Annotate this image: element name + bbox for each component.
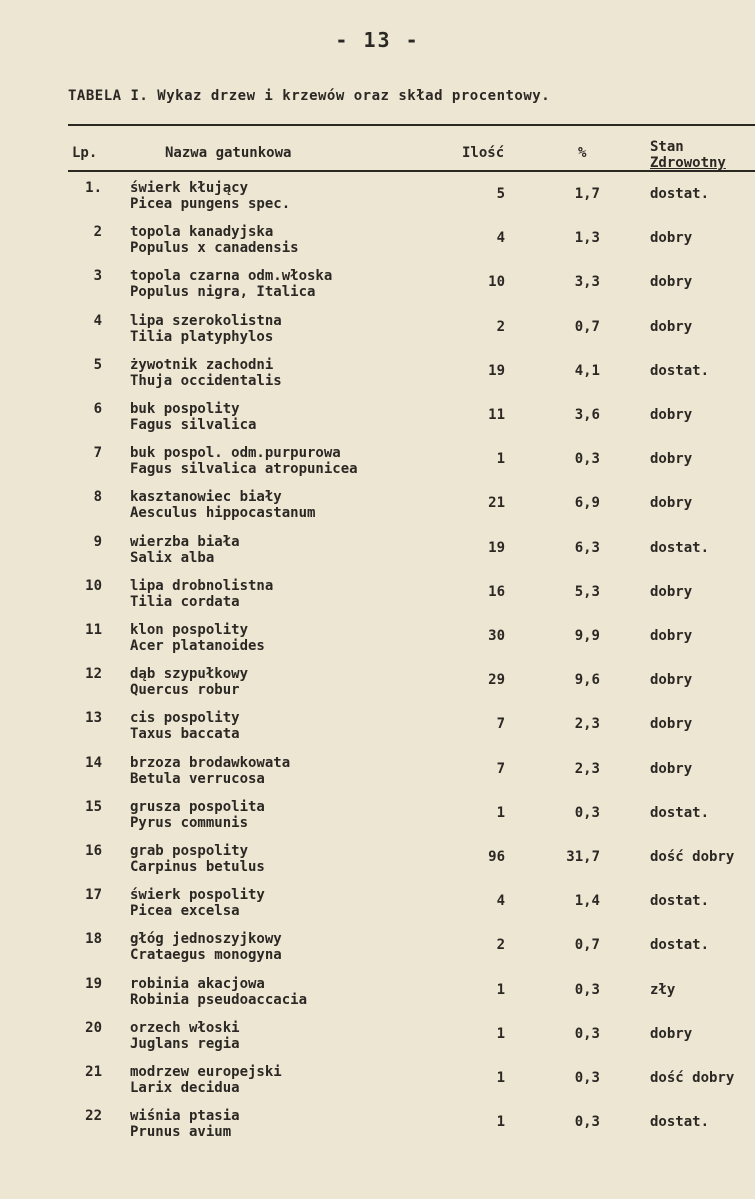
row-number: 4 bbox=[93, 312, 102, 329]
quantity: 21 bbox=[488, 495, 505, 512]
species-latin-name: Tilia platyphylos bbox=[130, 328, 274, 345]
row-number: 8 bbox=[93, 489, 102, 506]
health-status: zły bbox=[650, 981, 676, 998]
species-name bbox=[130, 357, 282, 389]
quantity: 2 bbox=[496, 937, 505, 954]
top-rule bbox=[68, 124, 755, 126]
species-polish-name: topola czarna odm.włoska bbox=[130, 268, 333, 285]
quantity: 19 bbox=[488, 539, 505, 556]
species-polish-name: żywotnik zachodni bbox=[130, 356, 274, 373]
percentage: 0,3 bbox=[574, 1025, 600, 1042]
species-polish-name: wierzba biała bbox=[130, 533, 240, 550]
row-number: 14 bbox=[85, 754, 102, 771]
species-latin-name: Salix alba bbox=[130, 549, 215, 566]
table-row bbox=[0, 578, 755, 622]
percentage: 1,7 bbox=[574, 186, 600, 202]
health-status: dobry bbox=[650, 628, 693, 644]
species-latin-name: Picea pungens spec. bbox=[130, 196, 291, 212]
species-polish-name: buk pospol. odm.purpurowa bbox=[130, 445, 341, 462]
table-row bbox=[0, 843, 755, 887]
percentage: 0,3 bbox=[574, 1070, 600, 1086]
table-row bbox=[0, 1020, 755, 1064]
quantity: 30 bbox=[488, 628, 505, 644]
species-latin-name: Fagus silvalica bbox=[130, 417, 257, 433]
percentage: 6,3 bbox=[574, 539, 600, 556]
species-latin-name: Acer platanoides bbox=[130, 638, 265, 654]
quantity: 96 bbox=[488, 849, 505, 865]
quantity: 1 bbox=[496, 981, 505, 998]
health-status: dostat. bbox=[650, 362, 710, 379]
species-polish-name: topola kanadyjska bbox=[130, 224, 274, 241]
quantity: 7 bbox=[496, 716, 505, 733]
row-number: 10 bbox=[85, 577, 102, 594]
species-name bbox=[130, 622, 265, 654]
species-polish-name: buk pospolity bbox=[130, 401, 240, 417]
row-number: 1. bbox=[85, 180, 102, 196]
health-status: dość dobry bbox=[650, 849, 735, 865]
table-row bbox=[0, 224, 755, 268]
quantity: 1 bbox=[496, 451, 505, 468]
health-status: dobry bbox=[650, 716, 693, 733]
species-name bbox=[130, 1064, 282, 1096]
table-row bbox=[0, 622, 755, 666]
row-number: 9 bbox=[93, 533, 102, 550]
table-row bbox=[0, 268, 755, 312]
table-caption: TABELA I. Wykaz drzew i krzewów oraz skład procentowy. bbox=[68, 88, 551, 104]
species-name bbox=[130, 224, 299, 256]
species-name bbox=[130, 489, 315, 521]
species-latin-name: Juglans regia bbox=[130, 1035, 240, 1052]
species-name bbox=[130, 799, 265, 831]
header-name: Nazwa gatunkowa bbox=[165, 145, 292, 161]
percentage: 3,3 bbox=[574, 274, 600, 291]
quantity: 1 bbox=[496, 804, 505, 821]
quantity: 10 bbox=[488, 274, 505, 291]
species-name bbox=[130, 180, 290, 212]
health-status: dostat. bbox=[650, 539, 710, 556]
health-status: dobry bbox=[650, 274, 693, 291]
row-number: 22 bbox=[85, 1108, 102, 1125]
header-pct: % bbox=[578, 145, 587, 161]
species-name bbox=[130, 268, 332, 300]
species-polish-name: klon pospolity bbox=[130, 622, 249, 638]
species-polish-name: kasztanowiec biały bbox=[130, 489, 282, 506]
species-latin-name: Populus nigra, Italica bbox=[130, 284, 316, 301]
species-polish-name: lipa szerokolistna bbox=[130, 312, 282, 329]
quantity: 1 bbox=[496, 1025, 505, 1042]
table-row bbox=[0, 887, 755, 931]
health-status: dość dobry bbox=[650, 1070, 735, 1086]
header-health-line1: Stan bbox=[650, 139, 684, 155]
species-polish-name: dąb szypułkowy bbox=[130, 666, 249, 683]
species-polish-name: lipa drobnolistna bbox=[130, 577, 274, 594]
species-latin-name: Taxus baccata bbox=[130, 726, 240, 743]
species-latin-name: Aesculus hippocastanum bbox=[130, 505, 316, 522]
species-latin-name: Tilia cordata bbox=[130, 593, 240, 610]
row-number: 3 bbox=[93, 268, 102, 285]
species-name bbox=[130, 843, 265, 875]
health-status: dostat. bbox=[650, 893, 710, 910]
species-polish-name: robinia akacjowa bbox=[130, 975, 265, 992]
quantity: 1 bbox=[496, 1070, 505, 1086]
row-number: 15 bbox=[85, 798, 102, 815]
health-status: dostat. bbox=[650, 186, 710, 202]
species-latin-name: Robinia pseudoaccacia bbox=[130, 991, 308, 1008]
species-latin-name: Picea excelsa bbox=[130, 903, 240, 920]
table-row bbox=[0, 976, 755, 1020]
row-number: 20 bbox=[85, 1019, 102, 1036]
table-row bbox=[0, 1108, 755, 1152]
percentage: 0,3 bbox=[574, 451, 600, 468]
row-number: 17 bbox=[85, 887, 102, 904]
table-row bbox=[0, 445, 755, 489]
species-name bbox=[130, 401, 256, 433]
species-name bbox=[130, 1020, 240, 1052]
header-health-line2: Zdrowotny bbox=[650, 155, 726, 171]
percentage: 0,3 bbox=[574, 1114, 600, 1131]
species-polish-name: orzech włoski bbox=[130, 1019, 240, 1036]
species-name bbox=[130, 976, 307, 1008]
health-status: dostat. bbox=[650, 1114, 710, 1131]
species-latin-name: Betula verrucosa bbox=[130, 770, 265, 787]
table-row bbox=[0, 313, 755, 357]
species-name bbox=[130, 755, 290, 787]
quantity: 19 bbox=[488, 362, 505, 379]
percentage: 0,7 bbox=[574, 937, 600, 954]
table-row bbox=[0, 180, 755, 224]
row-number: 2 bbox=[93, 224, 102, 241]
header-rule bbox=[68, 170, 755, 172]
quantity: 7 bbox=[496, 760, 505, 777]
percentage: 0,7 bbox=[574, 318, 600, 335]
percentage: 31,7 bbox=[566, 849, 600, 865]
species-polish-name: modrzew europejski bbox=[130, 1064, 282, 1080]
species-latin-name: Prunus avium bbox=[130, 1124, 232, 1141]
health-status: dobry bbox=[650, 1025, 693, 1042]
page-number: - 13 - bbox=[335, 28, 420, 52]
health-status: dobry bbox=[650, 495, 693, 512]
percentage: 9,9 bbox=[574, 628, 600, 644]
health-status: dobry bbox=[650, 230, 693, 247]
species-name bbox=[130, 666, 248, 698]
percentage: 2,3 bbox=[574, 716, 600, 733]
health-status: dobry bbox=[650, 760, 693, 777]
species-polish-name: grab pospolity bbox=[130, 843, 249, 859]
percentage: 0,3 bbox=[574, 804, 600, 821]
health-status: dobry bbox=[650, 451, 693, 468]
quantity: 16 bbox=[488, 583, 505, 600]
species-name bbox=[130, 313, 282, 345]
species-name bbox=[130, 445, 358, 477]
species-name bbox=[130, 1108, 240, 1140]
percentage: 2,3 bbox=[574, 760, 600, 777]
table-row bbox=[0, 1064, 755, 1108]
table-row bbox=[0, 489, 755, 533]
species-name bbox=[130, 710, 240, 742]
row-number: 6 bbox=[93, 401, 102, 417]
row-number: 11 bbox=[85, 622, 102, 638]
species-name bbox=[130, 578, 273, 610]
percentage: 3,6 bbox=[574, 407, 600, 423]
species-polish-name: świerk pospolity bbox=[130, 887, 265, 904]
row-number: 5 bbox=[93, 356, 102, 373]
health-status: dobry bbox=[650, 407, 693, 423]
table-row bbox=[0, 666, 755, 710]
health-status: dobry bbox=[650, 583, 693, 600]
header-qty: Ilość bbox=[462, 145, 505, 161]
species-latin-name: Quercus robur bbox=[130, 682, 240, 699]
percentage: 1,3 bbox=[574, 230, 600, 247]
health-status: dobry bbox=[650, 672, 693, 689]
table-row bbox=[0, 357, 755, 401]
health-status: dobry bbox=[650, 318, 693, 335]
quantity: 29 bbox=[488, 672, 505, 689]
quantity: 1 bbox=[496, 1114, 505, 1131]
percentage: 5,3 bbox=[574, 583, 600, 600]
species-latin-name: Pyrus communis bbox=[130, 814, 249, 831]
table-row bbox=[0, 799, 755, 843]
species-latin-name: Carpinus betulus bbox=[130, 859, 265, 875]
species-latin-name: Populus x canadensis bbox=[130, 240, 299, 257]
species-latin-name: Crataegus monogyna bbox=[130, 947, 282, 964]
species-polish-name: brzoza brodawkowata bbox=[130, 754, 291, 771]
health-status: dostat. bbox=[650, 804, 710, 821]
species-polish-name: wiśnia ptasia bbox=[130, 1108, 240, 1125]
row-number: 21 bbox=[85, 1064, 102, 1080]
header-lp: Lp. bbox=[72, 145, 98, 161]
table-row bbox=[0, 401, 755, 445]
row-number: 7 bbox=[93, 445, 102, 462]
species-name bbox=[130, 534, 240, 566]
species-polish-name: grusza pospolita bbox=[130, 798, 265, 815]
quantity: 4 bbox=[496, 230, 505, 247]
species-latin-name: Fagus silvalica atropunicea bbox=[130, 461, 358, 478]
quantity: 5 bbox=[496, 186, 505, 202]
row-number: 19 bbox=[85, 975, 102, 992]
table-row bbox=[0, 931, 755, 975]
quantity: 4 bbox=[496, 893, 505, 910]
percentage: 9,6 bbox=[574, 672, 600, 689]
table-row bbox=[0, 710, 755, 754]
table-row bbox=[0, 534, 755, 578]
species-polish-name: cis pospolity bbox=[130, 710, 240, 727]
header-health bbox=[650, 139, 755, 171]
row-number: 16 bbox=[85, 843, 102, 859]
species-polish-name: głóg jednoszyjkowy bbox=[130, 931, 282, 948]
row-number: 13 bbox=[85, 710, 102, 727]
species-latin-name: Thuja occidentalis bbox=[130, 372, 282, 389]
percentage: 6,9 bbox=[574, 495, 600, 512]
health-status: dostat. bbox=[650, 937, 710, 954]
percentage: 4,1 bbox=[574, 362, 600, 379]
species-name bbox=[130, 887, 265, 919]
quantity: 11 bbox=[488, 407, 505, 423]
percentage: 0,3 bbox=[574, 981, 600, 998]
row-number: 18 bbox=[85, 931, 102, 948]
quantity: 2 bbox=[496, 318, 505, 335]
row-number: 12 bbox=[85, 666, 102, 683]
species-polish-name: świerk kłujący bbox=[130, 180, 249, 196]
species-latin-name: Larix decidua bbox=[130, 1080, 240, 1096]
table-row bbox=[0, 755, 755, 799]
percentage: 1,4 bbox=[574, 893, 600, 910]
species-name bbox=[130, 931, 282, 963]
